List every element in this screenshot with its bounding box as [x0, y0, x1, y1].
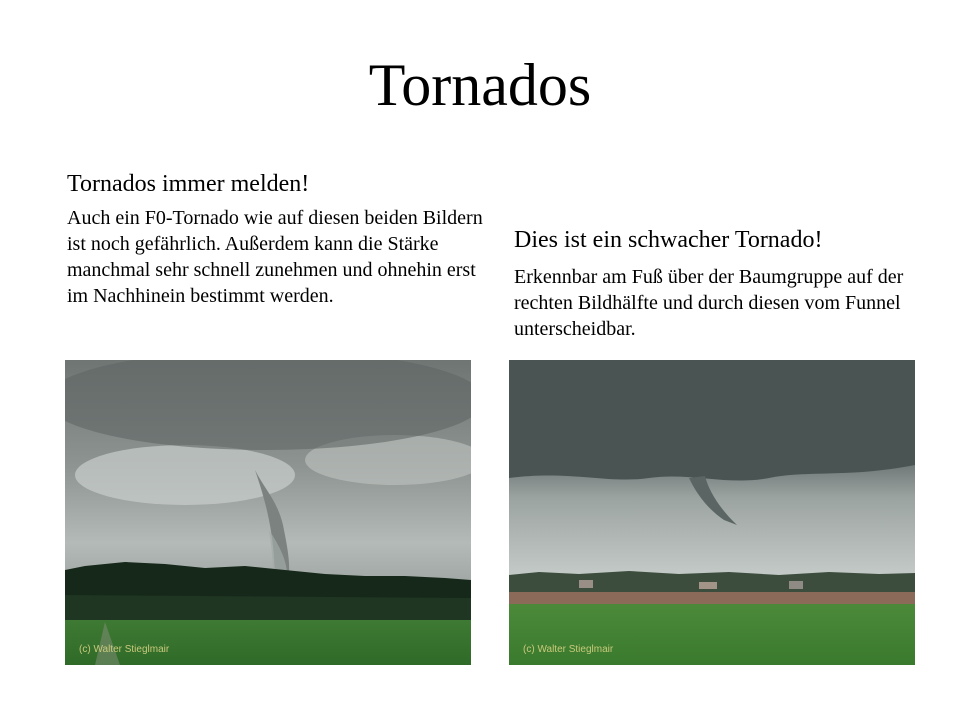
right-heading: Dies ist ein schwacher Tornado!: [514, 227, 823, 253]
tornado-photo-right: [509, 360, 915, 665]
right-body-text: Erkennbar am Fuß über der Baumgruppe auf der rechten Bildhälfte und durch diesen vom Funnel unterscheidbar.: [514, 266, 904, 340]
photo-credit-right: (c) Walter Stieglmair: [523, 644, 614, 655]
tornado-photo-left: [65, 360, 471, 665]
photo-credit-left: (c) Walter Stieglmair: [79, 644, 170, 655]
left-heading: Tornados immer melden!: [67, 171, 310, 197]
left-body-text: Auch ein F0-Tornado wie auf diesen beiden Bildern ist noch gefährlich. Außerdem kann die Stärke manchmal sehr schnell zunehmen und ohnehin erst im Nachhinein bestimmt werden.: [67, 207, 483, 307]
slide-title: Tornados: [368, 52, 592, 118]
